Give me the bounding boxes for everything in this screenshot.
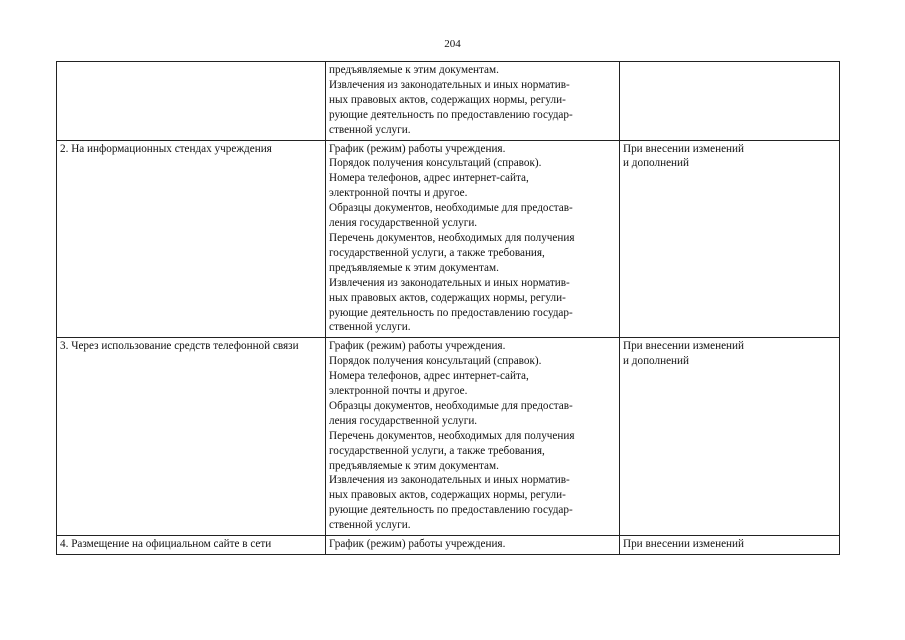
method-cell: 2. На информационных стендах учреждения xyxy=(57,140,326,338)
content-line: ления государственной услуги. xyxy=(329,414,478,427)
content-line: Порядок получения консультаций (справок). xyxy=(329,157,542,170)
content-line: Извлечения из законодательных и иных норматив- xyxy=(329,276,570,289)
content-line: рующие деятельность по предоставлению государ- xyxy=(329,108,573,121)
content-line: ственной услуги. xyxy=(329,123,411,136)
content-line: предъявляемые к этим документам. xyxy=(329,261,499,274)
page-bottom-margin xyxy=(0,580,905,640)
content-line: рующие деятельность по предоставлению государ- xyxy=(329,306,573,319)
content-line: государственной услуги, а также требования, xyxy=(329,444,545,457)
content-line: Номера телефонов, адрес интернет-сайта, xyxy=(329,370,529,383)
content-line: Извлечения из законодательных и иных норматив- xyxy=(329,78,570,91)
content-line: Порядок получения консультаций (справок). xyxy=(329,355,542,368)
content-line: предъявляемые к этим документам. xyxy=(329,64,499,76)
content-line: Перечень документов, необходимых для получения xyxy=(329,231,575,244)
update-line: и дополнений xyxy=(623,355,689,368)
content-line: Образцы документов, необходимые для предостав- xyxy=(329,399,573,412)
method-cell: 4. Размещение на официальном сайте в сети xyxy=(57,536,326,555)
content-line: ственной услуги. xyxy=(329,321,411,334)
content-line: Номера телефонов, адрес интернет-сайта, xyxy=(329,172,529,185)
update-frequency-cell xyxy=(620,62,840,141)
services-info-table xyxy=(56,61,840,555)
content-cell xyxy=(326,338,620,536)
table-row xyxy=(57,140,840,338)
content-line: ных правовых актов, содержащих нормы, регули- xyxy=(329,489,566,502)
update-line: и дополнений xyxy=(623,157,689,170)
update-line: При внесении изменений xyxy=(623,340,745,353)
content-line: ных правовых актов, содержащих нормы, регули- xyxy=(329,93,566,106)
update-frequency-cell xyxy=(620,536,840,555)
table-row xyxy=(57,62,840,141)
content-cell xyxy=(326,536,620,555)
content-line: государственной услуги, а также требования, xyxy=(329,246,545,259)
update-frequency-cell xyxy=(620,140,840,338)
update-line: При внесении изменений xyxy=(623,538,745,551)
content-line: Перечень документов, необходимых для получения xyxy=(329,429,575,442)
page-number: 204 xyxy=(444,38,461,50)
content-line: График (режим) работы учреждения. xyxy=(329,340,506,353)
content-line: ления государственной услуги. xyxy=(329,217,478,230)
content-line: График (режим) работы учреждения. xyxy=(329,538,506,551)
content-line: Извлечения из законодательных и иных норматив- xyxy=(329,474,570,487)
content-line: ственной услуги. xyxy=(329,519,411,532)
update-frequency-cell xyxy=(620,338,840,536)
content-cell xyxy=(326,140,620,338)
content-cell xyxy=(326,62,620,141)
update-line: При внесении изменений xyxy=(623,142,745,155)
content-line: предъявляемые к этим документам. xyxy=(329,459,499,472)
content-line: График (режим) работы учреждения. xyxy=(329,142,506,155)
content-line: электронной почты и другое. xyxy=(329,187,468,200)
content-line: электронной почты и другое. xyxy=(329,385,468,398)
table-row xyxy=(57,536,840,555)
table-row xyxy=(57,338,840,536)
method-cell xyxy=(57,62,326,141)
content-line: рующие деятельность по предоставлению государ- xyxy=(329,504,573,517)
content-line: ных правовых актов, содержащих нормы, регули- xyxy=(329,291,566,304)
method-cell: 3. Через использование средств телефонной связи xyxy=(57,338,326,536)
content-line: Образцы документов, необходимые для предостав- xyxy=(329,202,573,215)
